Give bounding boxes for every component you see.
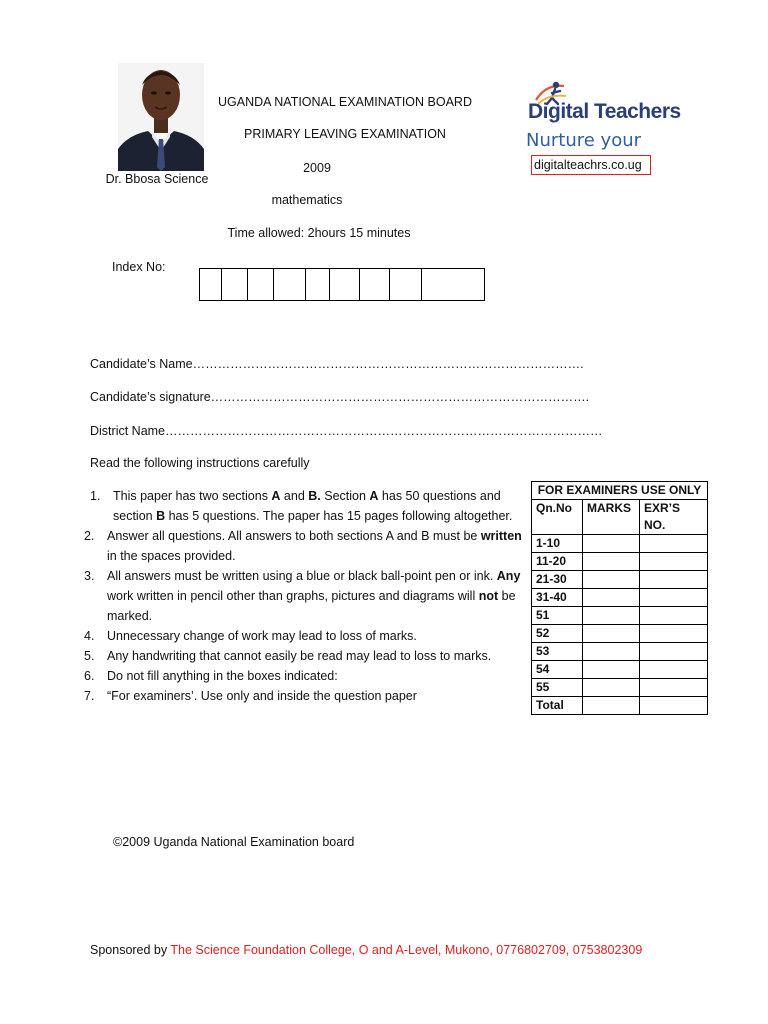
index-box[interactable] — [422, 269, 484, 300]
examiner-cell[interactable] — [640, 571, 708, 589]
marks-cell[interactable] — [583, 535, 640, 553]
examiner-cell[interactable] — [640, 625, 708, 643]
column-header: EXR’S NO. — [640, 500, 708, 535]
table-row — [532, 661, 708, 679]
item-text: be marked. — [107, 589, 516, 623]
index-box[interactable] — [390, 269, 423, 300]
examiner-cell[interactable] — [640, 661, 708, 679]
examiner-cell[interactable] — [640, 643, 708, 661]
candidate-signature-field[interactable]: Candidate’s signature………………………………………………………………………………. — [90, 390, 590, 404]
item-text: All answers must be written using a blue or black ball-point pen or ink. — [107, 569, 497, 583]
item-number: 6. — [84, 669, 95, 683]
item-text: has 50 questions and section — [113, 489, 501, 523]
list-item — [80, 566, 525, 626]
item-text: This paper has two sections — [113, 489, 272, 503]
exam-board: UGANDA NATIONAL EXAMINATION BOARD — [218, 95, 472, 109]
bold-text: A — [271, 489, 281, 503]
item-text: Section — [320, 489, 370, 503]
item-text: Any handwriting that cannot easily be read may lead to loss to marks. — [107, 649, 492, 663]
item-number: 1. — [90, 489, 101, 503]
question-range: 21-30 — [532, 571, 583, 589]
item-text: Unnecessary change of work may lead to loss of marks. — [107, 629, 417, 643]
table-row — [532, 625, 708, 643]
examiners-table — [531, 481, 708, 715]
examiner-cell[interactable] — [640, 679, 708, 697]
item-text: has 5 questions. The paper has 15 pages following altogether. — [165, 509, 513, 523]
examiner-cell[interactable] — [640, 697, 708, 715]
question-range: Total — [532, 697, 583, 715]
item-number: 3. — [84, 569, 95, 583]
list-item — [80, 666, 525, 686]
bold-text: B — [156, 509, 166, 523]
marks-cell[interactable] — [583, 697, 640, 715]
table-row — [532, 697, 708, 715]
bold-text: A — [369, 489, 379, 503]
table-row — [532, 553, 708, 571]
item-number: 7. — [84, 689, 95, 703]
bold-text: written — [480, 529, 522, 543]
exam-year: 2009 — [303, 161, 331, 175]
instructions-list — [80, 486, 525, 706]
logo-title: Digital Teachers — [528, 100, 681, 123]
item-number: 2. — [84, 529, 95, 543]
item-text: work written in pencil other than graphs, pictures and diagrams will — [107, 589, 479, 603]
index-box[interactable] — [222, 269, 248, 300]
author-photo — [118, 63, 204, 171]
digital-teachers-logo — [526, 80, 686, 155]
marks-cell[interactable] — [583, 625, 640, 643]
table-row — [532, 589, 708, 607]
question-range: 55 — [532, 679, 583, 697]
index-number-boxes[interactable] — [199, 268, 485, 301]
candidate-name-field[interactable]: Candidate’s Name…………………………………………………………………………………. — [90, 357, 584, 371]
logo-tagline: Nurture your — [526, 130, 642, 151]
bold-text: B. — [308, 489, 321, 503]
index-box[interactable] — [330, 269, 360, 300]
table-row — [532, 535, 708, 553]
district-name-field[interactable]: District Name…………………………………………………………………………………………… — [90, 424, 603, 438]
examiner-cell[interactable] — [640, 607, 708, 625]
item-text: “For examiners’. Use only and inside the question paper — [107, 689, 417, 703]
column-header: Qn.No — [532, 500, 583, 535]
marks-cell[interactable] — [583, 571, 640, 589]
table-row — [532, 571, 708, 589]
list-item — [80, 486, 525, 526]
marks-cell[interactable] — [583, 643, 640, 661]
column-header: MARKS — [583, 500, 640, 535]
list-item — [80, 646, 525, 666]
table-row — [532, 643, 708, 661]
item-text: Do not fill anything in the boxes indicated: — [107, 669, 338, 683]
examiner-cell[interactable] — [640, 535, 708, 553]
instructions-heading: Read the following instructions carefully — [90, 456, 310, 470]
item-text: Answer all questions. All answers to both sections A and B must be — [107, 529, 481, 543]
list-item — [80, 626, 525, 646]
question-range: 11-20 — [532, 553, 583, 571]
question-range: 54 — [532, 661, 583, 679]
marks-cell[interactable] — [583, 607, 640, 625]
copyright-notice: ©2009 Uganda National Examination board — [113, 835, 355, 849]
question-range: 52 — [532, 625, 583, 643]
marks-cell[interactable] — [583, 661, 640, 679]
marks-cell[interactable] — [583, 679, 640, 697]
examiner-cell[interactable] — [640, 553, 708, 571]
time-allowed: Time allowed: 2hours 15 minutes — [227, 226, 411, 240]
sponsor-name: The Science Foundation College, O and A-Level, Mukono, 0776802709, 0753802309 — [170, 943, 643, 957]
exam-subject: mathematics — [271, 193, 343, 207]
index-label: Index No: — [112, 260, 166, 274]
item-number: 5. — [84, 649, 95, 663]
marks-cell[interactable] — [583, 553, 640, 571]
list-item — [80, 526, 525, 566]
item-text: and — [280, 489, 309, 503]
index-box[interactable] — [360, 269, 390, 300]
sponsor-prefix: Sponsored by — [90, 943, 171, 957]
index-box[interactable] — [274, 269, 306, 300]
question-range: 53 — [532, 643, 583, 661]
table-title: FOR EXAMINERS USE ONLY — [532, 482, 708, 500]
item-text: in the spaces provided. — [107, 549, 236, 563]
marks-cell[interactable] — [583, 589, 640, 607]
bold-text: not — [478, 589, 499, 603]
table-row — [532, 607, 708, 625]
item-number: 4. — [84, 629, 95, 643]
list-item — [80, 686, 525, 706]
index-box[interactable] — [248, 269, 275, 300]
question-range: 31-40 — [532, 589, 583, 607]
examiner-cell[interactable] — [640, 589, 708, 607]
sponsor-line — [90, 943, 642, 957]
question-range: 1-10 — [532, 535, 583, 553]
bold-text: Any — [496, 569, 521, 583]
author-caption: Dr. Bbosa Science — [105, 172, 209, 186]
website-link[interactable]: digitalteachrs.co.ug — [531, 155, 651, 175]
index-box[interactable] — [200, 269, 222, 300]
table-row — [532, 679, 708, 697]
question-range: 51 — [532, 607, 583, 625]
index-box[interactable] — [306, 269, 330, 300]
exam-name: PRIMARY LEAVING EXAMINATION — [244, 127, 446, 141]
